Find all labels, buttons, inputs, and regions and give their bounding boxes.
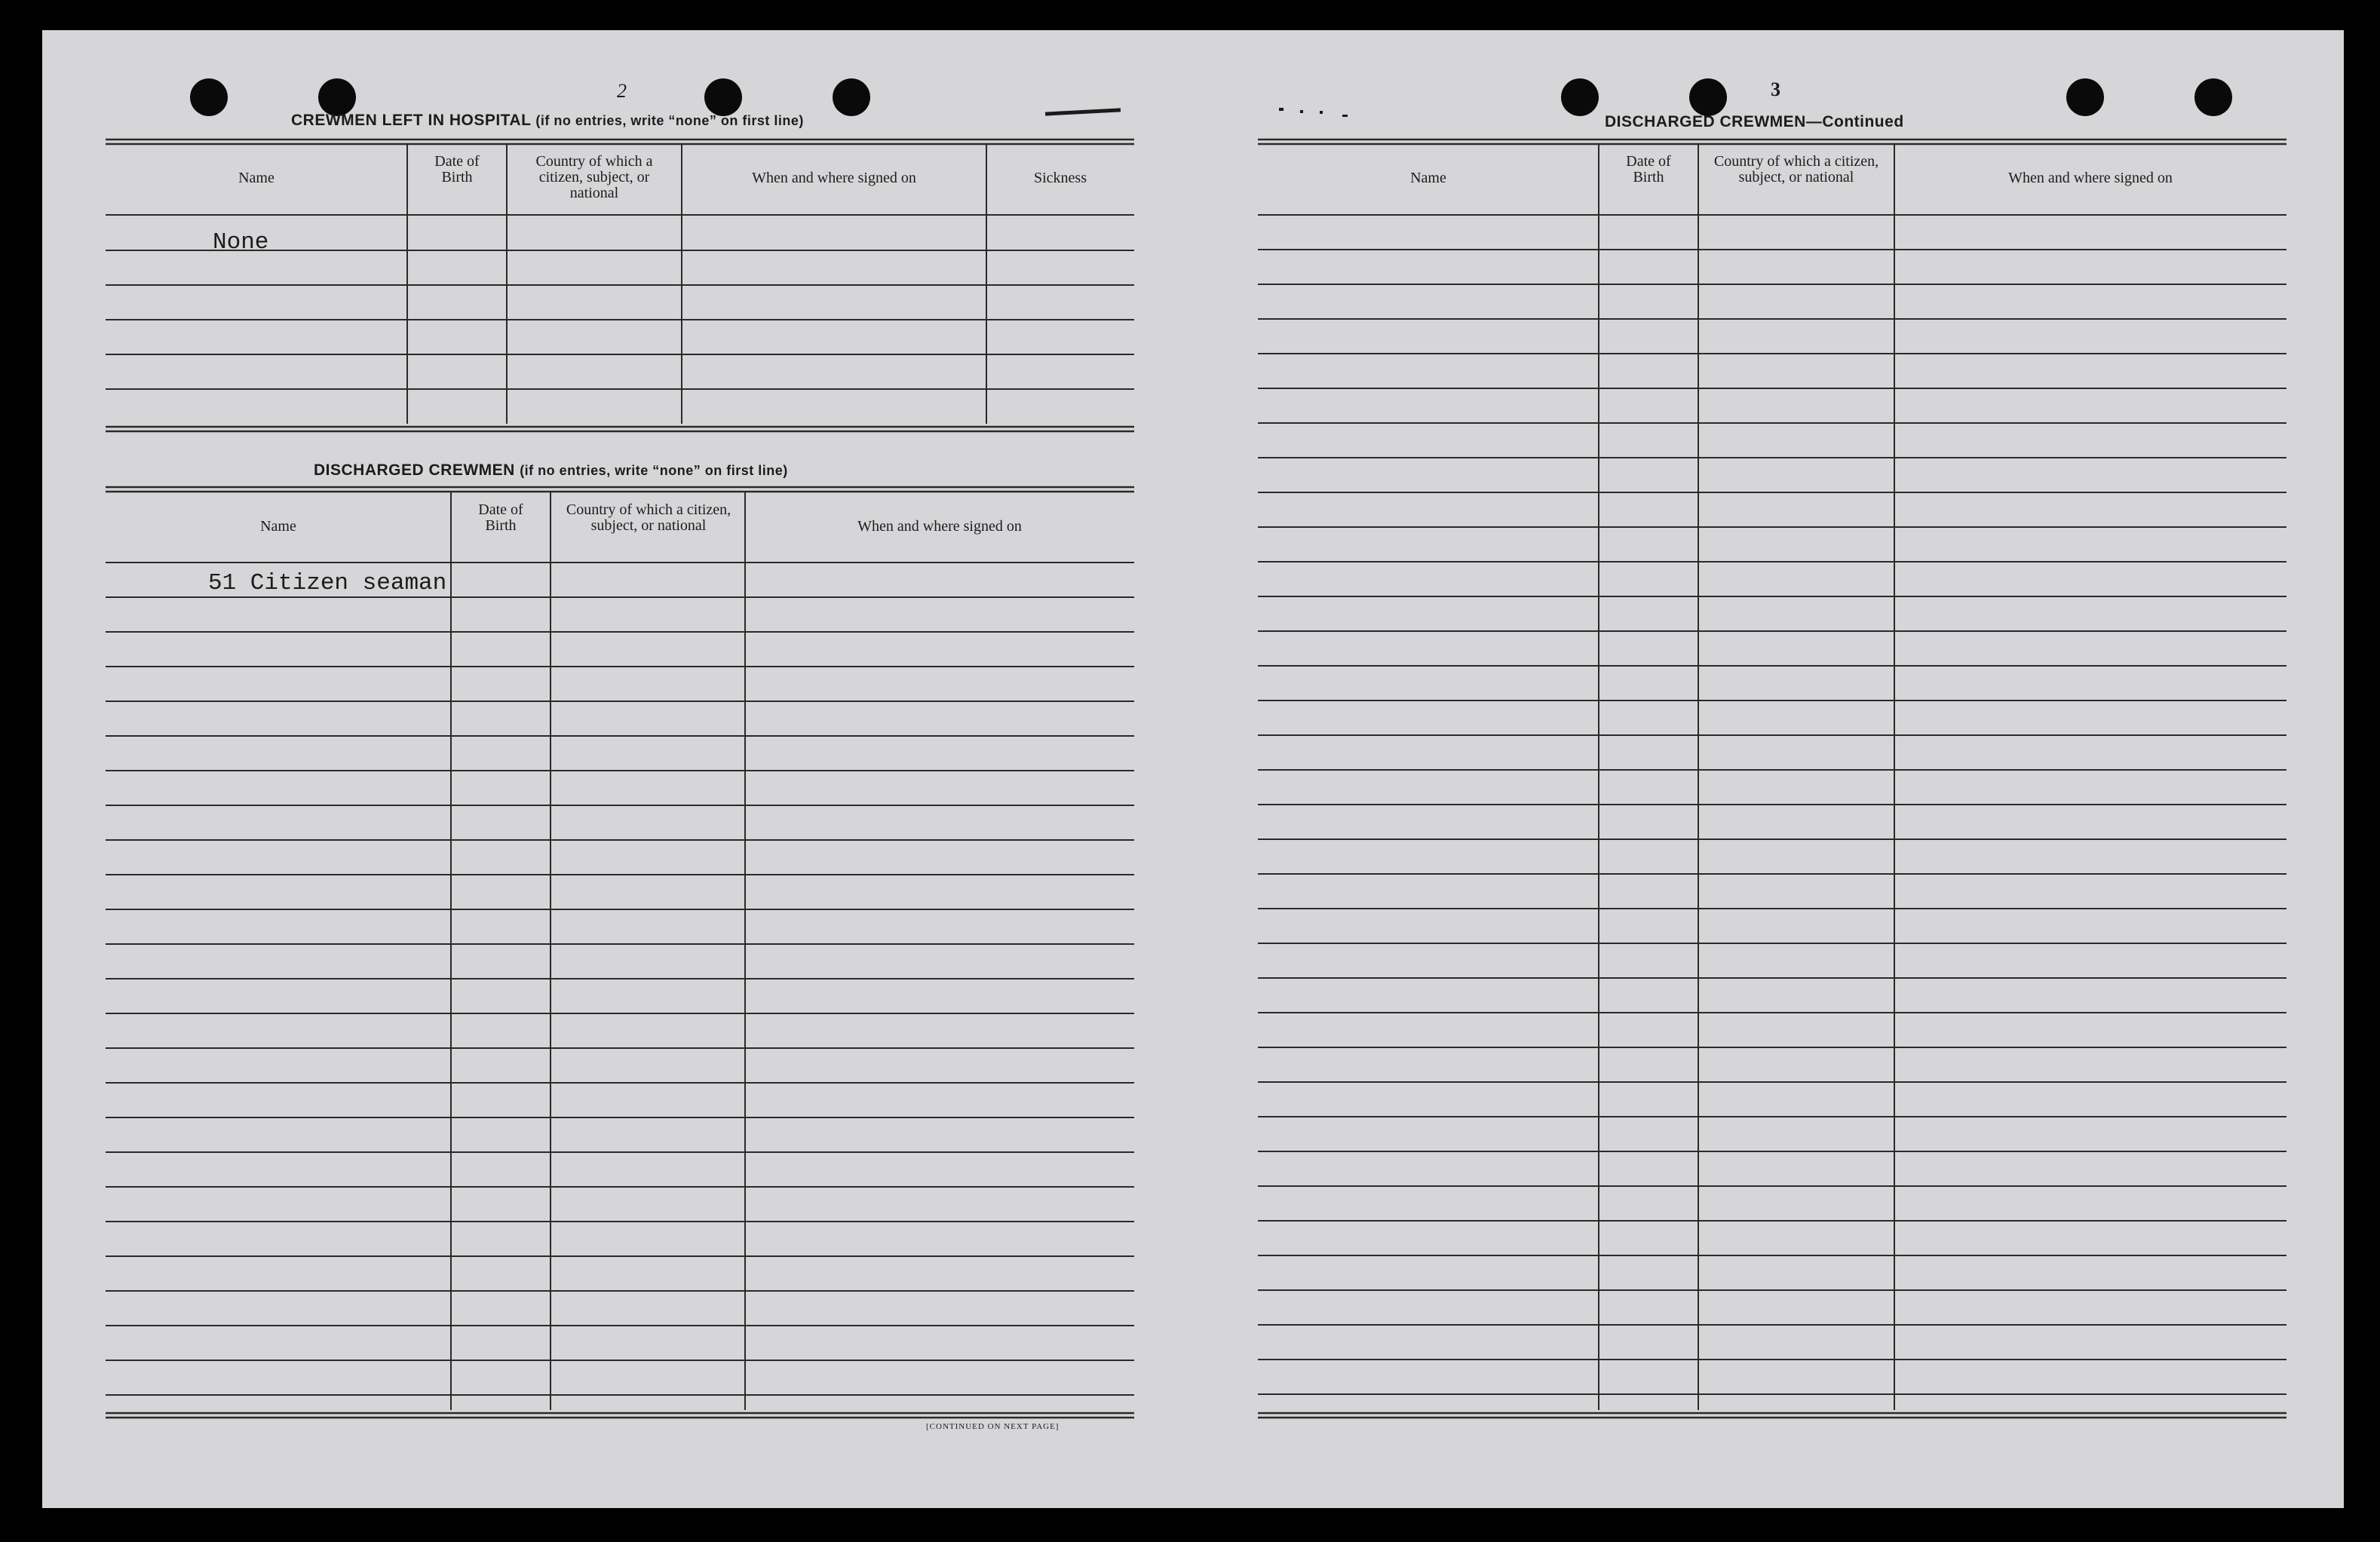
section-instruction: (if no entries, write “none” on first line) [535, 113, 804, 128]
section-title-text: CREWMEN LEFT IN HOSPITAL [291, 112, 532, 129]
column-header-name: Name [260, 518, 296, 535]
column-header-date-of-birth: Date of Birth [1626, 153, 1671, 185]
continued-note: [CONTINUED ON NEXT PAGE] [926, 1422, 1060, 1431]
column-header-country: Country of which a citizen, subject, or national [535, 153, 653, 201]
section-instruction: (if no entries, write “none” on first line) [520, 463, 788, 478]
column-header-sickness: Sickness [1034, 170, 1087, 186]
column-header-signed-on: When and where signed on [2008, 170, 2173, 186]
column-header-date-of-birth: Date of Birth [434, 153, 480, 185]
discharged-continued-grid [42, 30, 2344, 1448]
document-sheet [42, 30, 2344, 1508]
hospital-entry: None [213, 229, 269, 256]
discharged-entry: 51 Citizen seaman [208, 570, 447, 596]
column-header-date-of-birth: Date of Birth [478, 501, 523, 534]
section-title-text: DISCHARGED CREWMEN [314, 461, 515, 479]
discharged-continued-title: DISCHARGED CREWMEN—Continued [1605, 113, 1904, 130]
column-header-name: Name [238, 170, 274, 186]
page-number: 3 [1771, 78, 1780, 100]
column-header-signed-on: When and where signed on [752, 170, 916, 186]
column-header-name: Name [1410, 170, 1446, 186]
column-header-country: Country of which a citizen, subject, or national [1713, 153, 1879, 185]
page-number: 2 [617, 80, 627, 102]
column-header-country: Country of which a citizen, subject, or national [566, 501, 731, 534]
column-header-signed-on: When and where signed on [857, 518, 1022, 535]
